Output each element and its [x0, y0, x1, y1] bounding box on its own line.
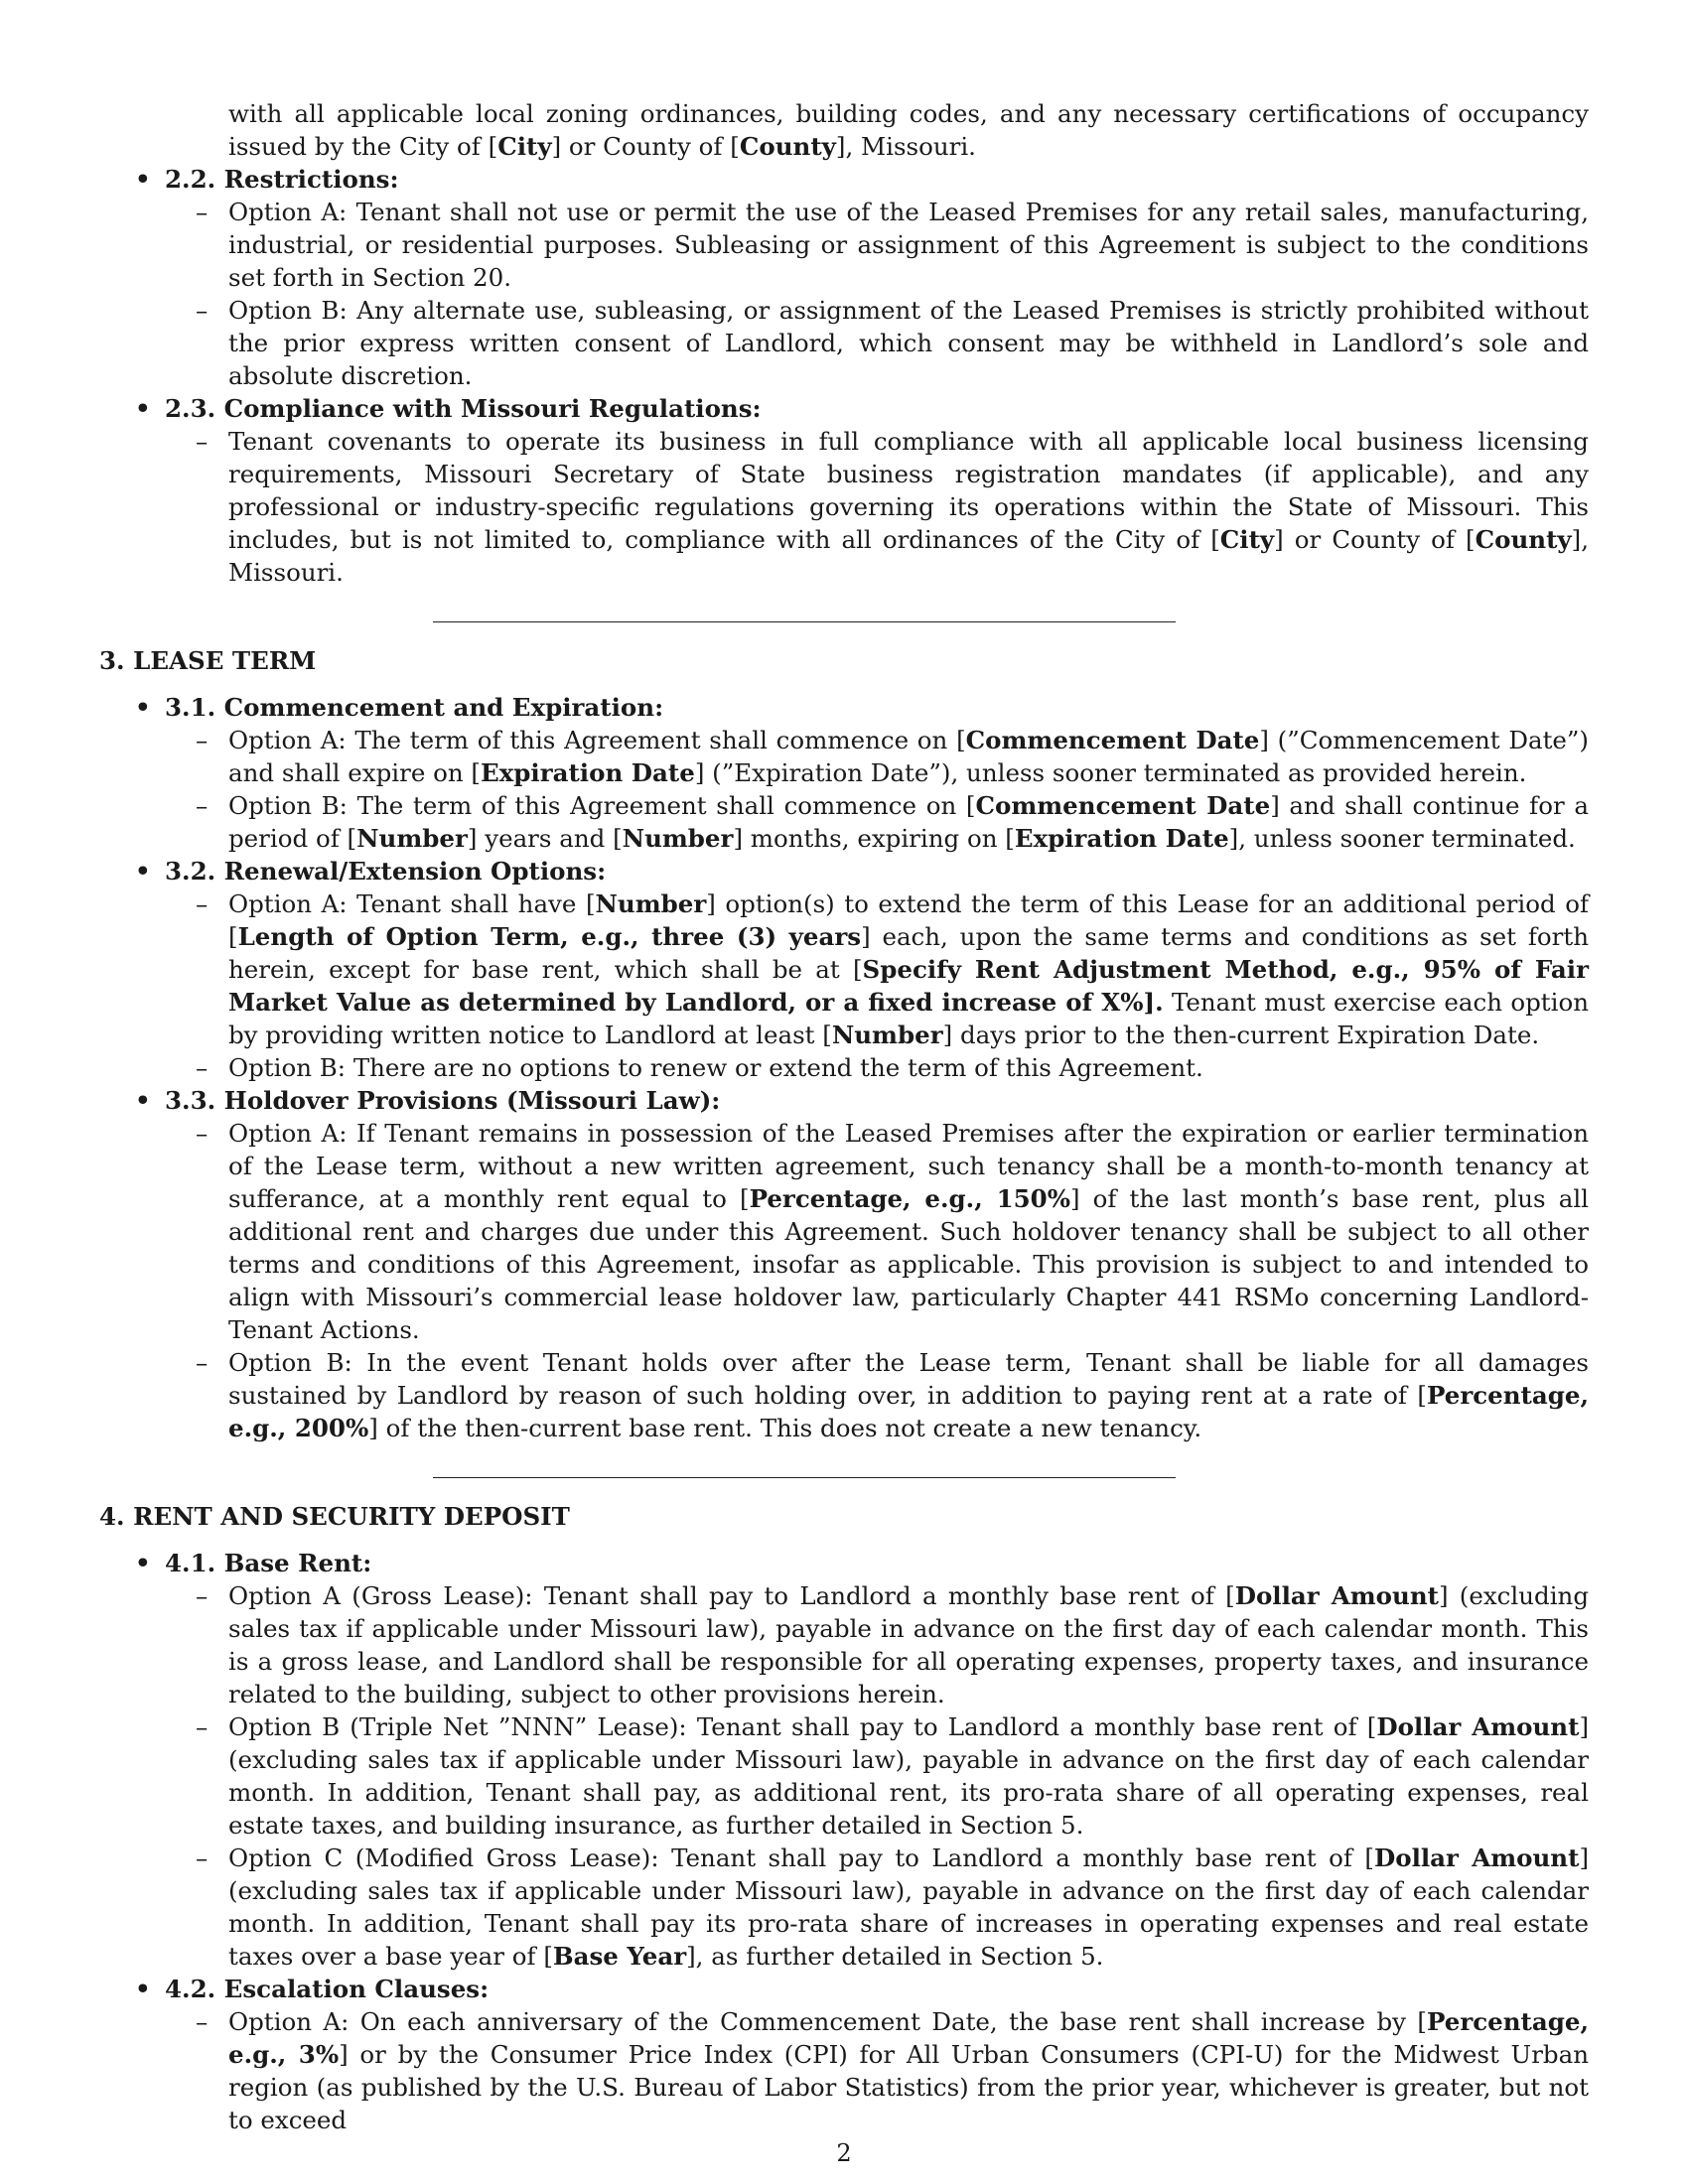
section-3-2-option-a: – Option A: Tenant shall have [Number] option(s) to extend the term of this Lease for an additional period of [Length of Option Term, e.g., three (3) years] each, upon the same terms and conditions as set forth herein, except for base rent, which shall be at [Specify Rent Adjustment Method, e.g., 95% of Fair Market Value as determined by Landlord, or a fixed increase of X%]. Tenant must exercise each option by providing written notice to Landlord at least [Number] days prior to the then-current Expiration Date.	[99, 887, 1589, 1051]
section-4-2-option-a: – Option A: On each anniversary of the Commencement Date, the base rent shall increase by [Percentage, e.g., 3%] or by the Consumer Price Index (CPI) for All Urban Consumers (CPI-U) for the Midwest Urban region (as published by the U.S. Bureau of Labor Statistics) from the prior year, whichever is greater, but not to exceed	[99, 2005, 1589, 2136]
section-4-1-option-b: – Option B (Triple Net ”NNN” Lease): Tenant shall pay to Landlord a monthly base rent of [Dollar Amount] (excluding sales tax if applicable under Missouri law), payable in advance on the first day of each calendar month. In addition, Tenant shall pay, as additional rent, its pro-rata share of all operating expenses, real estate taxes, and building insurance, as further detailed in Section 5.	[99, 1710, 1589, 1842]
section-3-3-title: • 3.3. Holdover Provisions (Missouri Law):	[99, 1084, 1589, 1117]
section-2-2-option-b: – Option B: Any alternate use, subleasing, or assignment of the Leased Premises is strictly prohibited without the prior express written consent of Landlord, which consent may be withheld in Landlord’s sole and absolute discretion.	[99, 294, 1589, 392]
section-3-3-option-a: – Option A: If Tenant remains in possession of the Leased Premises after the expiration or earlier termination of the Lease term, without a new written agreement, such tenancy shall be a month-to-month tenancy at sufferance, at a monthly rent equal to [Percentage, e.g., 150%] of the last month’s base rent, plus all additional rent and charges due under this Agreement. Such holdover tenancy shall be subject to all other terms and conditions of this Agreement, insofar as applicable. This provision is subject to and intended to align with Missouri’s commercial lease holdover law, particularly Chapter 441 RSMo concerning Landlord-Tenant Actions.	[99, 1117, 1589, 1346]
section-2-1-continuation: with all applicable local zoning ordinances, building codes, and any necessary certifications of occupancy issued by the City of [City] or County of [County], Missouri.	[228, 99, 1589, 161]
page-number: 2	[836, 2139, 852, 2167]
section-3-2-option-b: – Option B: There are no options to renew or extend the term of this Agreement.	[99, 1051, 1589, 1084]
section-divider	[433, 1477, 1176, 1478]
document-page	[99, 97, 1589, 2136]
section-3-heading: 3. LEASE TERM	[99, 646, 317, 675]
section-3-2-title: • 3.2. Renewal/Extension Options:	[99, 855, 1589, 887]
section-4-1-title: • 4.1. Base Rent:	[99, 1547, 1589, 1579]
section-2-2-option-a: – Option A: Tenant shall not use or permit the use of the Leased Premises for any retail sales, manufacturing, industrial, or residential purposes. Subleasing or assignment of this Agreement is subject to the conditions set forth in Section 20.	[99, 196, 1589, 294]
section-3-1-option-b: – Option B: The term of this Agreement shall commence on [Commencement Date] and shall continue for a period of [Number] years and [Number] months, expiring on [Expiration Date], unless sooner terminated.	[99, 789, 1589, 855]
section-2-3-text: – Tenant covenants to operate its business in full compliance with all applicable local business licensing requirements, Missouri Secretary of State business registration mandates (if applicable), and any professional or industry-specific regulations governing its operations within the State of Missouri. This includes, but is not limited to, compliance with all ordinances of the City of [City] or County of [County], Missouri.	[99, 425, 1589, 589]
section-divider	[433, 621, 1176, 622]
section-3-1-option-a: – Option A: The term of this Agreement shall commence on [Commencement Date] (”Commencement Date”) and shall expire on [Expiration Date] (”Expiration Date”), unless sooner terminated as provided herein.	[99, 724, 1589, 789]
section-2-3-title: • 2.3. Compliance with Missouri Regulations:	[99, 392, 1589, 425]
section-3-3-option-b: – Option B: In the event Tenant holds over after the Lease term, Tenant shall be liable for all damages sustained by Landlord by reason of such holding over, in addition to paying rent at a rate of [Percentage, e.g., 200%] of the then-current base rent. This does not create a new tenancy.	[99, 1346, 1589, 1444]
section-4-1-option-c: – Option C (Modified Gross Lease): Tenant shall pay to Landlord a monthly base rent of [Dollar Amount] (excluding sales tax if applicable under Missouri law), payable in advance on the first day of each calendar month. In addition, Tenant shall pay its pro-rata share of increases in operating expenses and real estate taxes over a base year of [Base Year], as further detailed in Section 5.	[99, 1842, 1589, 1973]
section-4-1-option-a: – Option A (Gross Lease): Tenant shall pay to Landlord a monthly base rent of [Dollar Amount] (excluding sales tax if applicable under Missouri law), payable in advance on the first day of each calendar month. This is a gross lease, and Landlord shall be responsible for all operating expenses, property taxes, and insurance related to the building, subject to other provisions herein.	[99, 1579, 1589, 1710]
section-3-1-title: • 3.1. Commencement and Expiration:	[99, 691, 1589, 724]
section-2-2-title: • 2.2. Restrictions:	[99, 163, 1589, 196]
section-4-heading: 4. RENT AND SECURITY DEPOSIT	[99, 1502, 570, 1531]
section-4-2-title: • 4.2. Escalation Clauses:	[99, 1973, 1589, 2005]
